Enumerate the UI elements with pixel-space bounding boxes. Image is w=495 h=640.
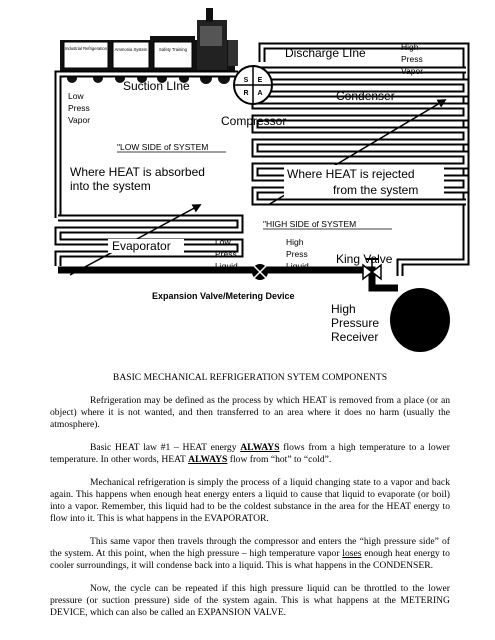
heat-rejected-label: Where HEAT is rejected from the system <box>287 167 419 197</box>
emphasis-always: ALWAYS <box>240 442 280 453</box>
receiver-label: High Pressure Receiver <box>331 302 380 344</box>
low-press-liquid-label: Low Press Liquid <box>215 237 238 271</box>
high-press-vapor-label: High Press Vapor <box>401 42 424 76</box>
king-valve-label: King Valve <box>336 252 393 266</box>
paragraph-definition: Refrigeration may be defined as the process by which HEAT is removed from a place (or an object) where it is not wanted, and then transferred to an area where it does no harm (usually the atmosphere). <box>50 395 450 430</box>
emphasis-always: ALWAYS <box>188 454 228 465</box>
paragraph-compressor: This same vapor then travels through the compressor and enters the “high pressure side” of the system. At this point, when the high pressure – high temperature vapor loses enough heat energy to cooler surroundings, it will condense back into a liquid. This is what happens in the CONDENSER. <box>50 536 450 571</box>
evaporator-label: Evaporator <box>112 239 171 253</box>
article-title: BASIC MECHANICAL REFRIGERATION SYTEM COMPONENTS <box>112 372 388 383</box>
high-press-liquid-label: High Press Liquid <box>286 237 309 271</box>
train-car-label: Ammonia System <box>114 47 148 52</box>
low-side-label: "LOW SIDE of SYSTEM <box>117 142 209 152</box>
receiver-tank-icon <box>390 288 450 352</box>
condenser-label: Condenser <box>336 89 395 103</box>
discharge-line-label: Discharge LIne <box>285 46 366 60</box>
low-press-vapor-label: Low Press Vapor <box>68 91 91 125</box>
high-side-label: "HIGH SIDE of SYSTEM <box>263 219 357 229</box>
paragraph-heat-law: Basic HEAT law #1 – HEAT energy ALWAYS flows from a high temperature to a lower temperature. In other words, HEAT ALWAYS flow from “hot” to “cold”. <box>50 442 450 465</box>
heat-absorbed-label: Where HEAT is absorbed into the system <box>70 165 205 193</box>
paragraph-mechanical: Mechanical refrigeration is simply the process of a liquid changing state to a vapor and back again. This happens when enough heat energy enters a liquid to cause that liquid to evaporate (or boil) into a vapor. Remember, this liquid had to be the coldest substance in the area for the HEAT energy to flow into it. This is what happens in the EVAPORATOR. <box>50 477 450 524</box>
compressor-label: Compressor <box>221 114 287 128</box>
compressor-letter: S <box>243 77 249 84</box>
emphasis-loses: loses <box>342 548 362 559</box>
compressor-letter: A <box>257 90 263 97</box>
paragraph-metering: Now, the cycle can be repeated if this high pressure liquid can be throttled to the lower pressure (or suction pressure) side of the system again. This is what happens at the METERING DEVICE, which can also be called an EXPANSION VALVE. <box>50 583 450 618</box>
expansion-valve-icon <box>252 264 268 280</box>
article-body <box>50 372 450 630</box>
expansion-valve-label: Expansion Valve/Metering Device <box>152 291 295 301</box>
train-car-label: Industrial Refrigeration <box>64 46 108 51</box>
compressor-letter: R <box>243 90 249 97</box>
compressor-letter: E <box>257 77 263 84</box>
compressor-icon <box>234 66 272 104</box>
suction-line-label: Suction LIne <box>123 79 190 93</box>
train-car-label: Safety Training <box>159 47 187 52</box>
